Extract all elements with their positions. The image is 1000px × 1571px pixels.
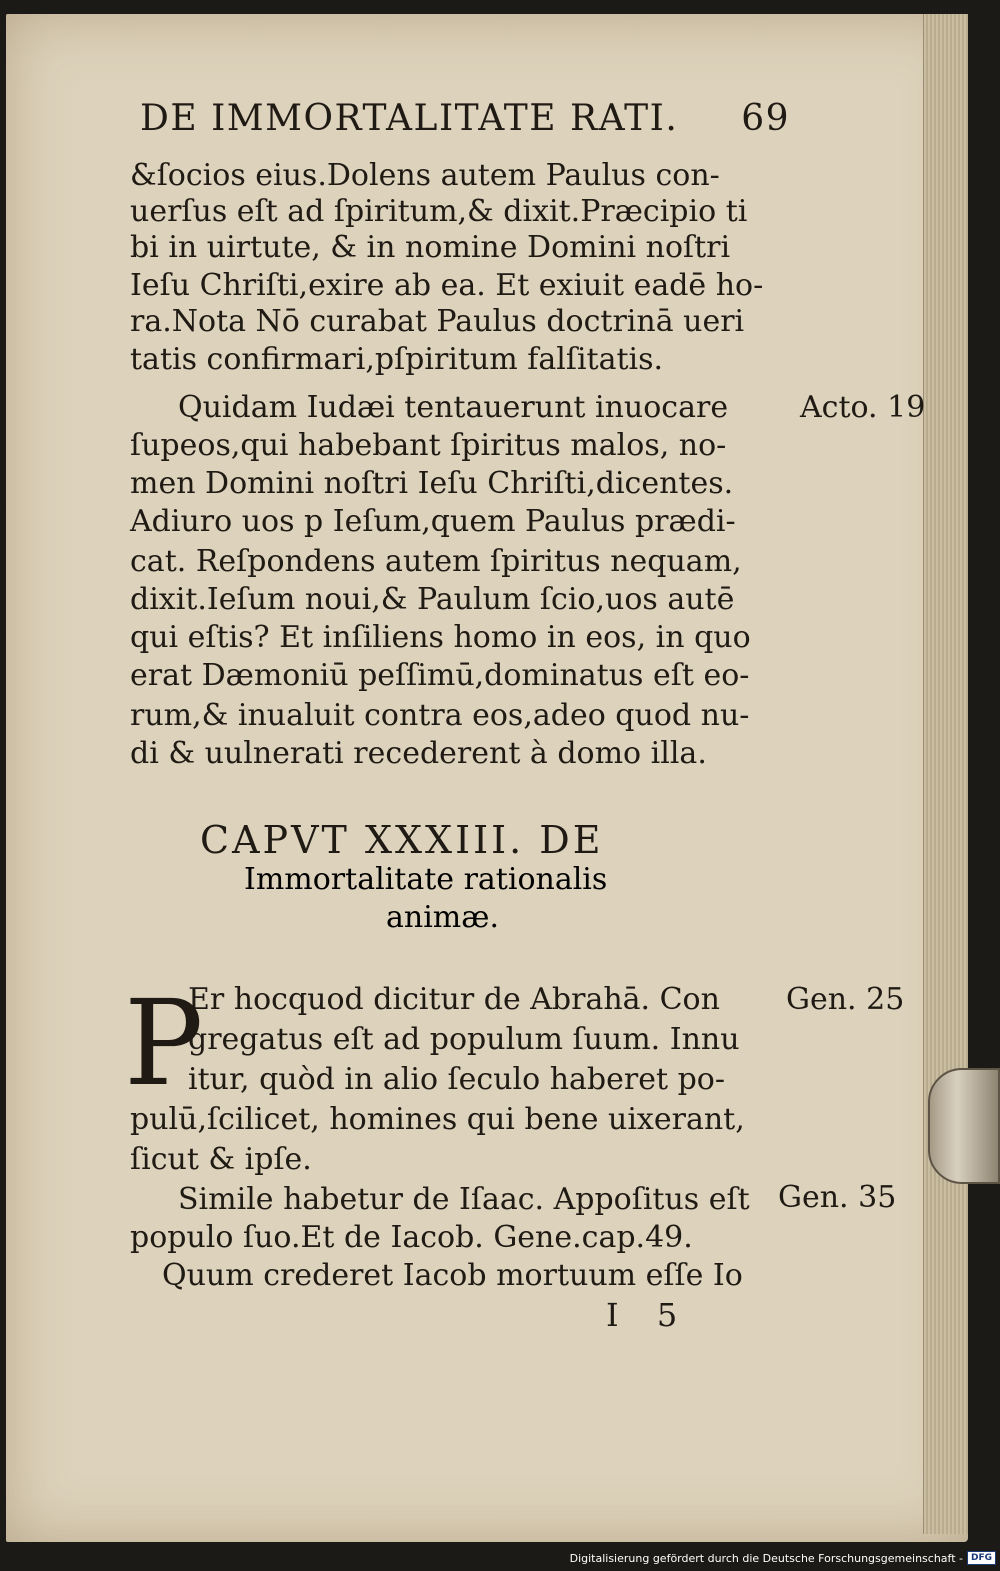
- text-line: ſupeos,qui habebant ſpiritus malos, no-: [130, 428, 727, 463]
- text-line: dixit.Ieſum noui,& Paulum ſcio,uos autē: [130, 582, 735, 617]
- text-line: gregatus eſt ad populum ſuum. Innu: [188, 1022, 740, 1057]
- signature-mark: I 5: [606, 1296, 692, 1334]
- text-line: cat. Reſpondens autem ſpiritus nequam,: [130, 544, 742, 579]
- chapter-subtitle: Immortalitate rationalis: [244, 862, 608, 897]
- text-line: &ſocios eius.Dolens autem Paulus con-: [130, 158, 720, 193]
- text-line: populo ſuo.Et de Iacob. Gene.cap.49.: [130, 1220, 693, 1255]
- book-clasp: [928, 1068, 1000, 1184]
- text-line: Er hocquod dicitur de Abrahā. Con: [188, 982, 720, 1017]
- text-line: Ieſu Chriſti,exire ab ea. Et exiuit eadē ho-: [130, 268, 764, 303]
- chapter-title: CAPVT XXXIII. DE: [200, 818, 604, 862]
- marginal-note-gen35: Gen. 35: [778, 1180, 897, 1215]
- text-line: qui eſtis? Et inſiliens homo in eos, in quo: [130, 620, 751, 655]
- text-line: ra.Nota Nō curabat Paulus doctrinā ueri: [130, 304, 745, 339]
- page-edges: [923, 14, 968, 1534]
- chapter-subtitle-2: animæ.: [386, 900, 499, 935]
- dfg-logo: DFG: [967, 1551, 996, 1565]
- text-line: ſicut & ipſe.: [130, 1142, 312, 1177]
- text-line: pulū,ſcilicet, homines qui bene uixerant,: [130, 1102, 745, 1137]
- text-line: Adiuro uos p Ieſum,quem Paulus prædi-: [130, 504, 736, 539]
- running-head: [140, 98, 790, 139]
- marginal-note-gen25: Gen. 25: [786, 982, 905, 1017]
- text-line: erat Dæmoniū peſſimū,dominatus eſt eo-: [130, 658, 750, 693]
- page-number: 69: [741, 98, 790, 139]
- text-line: Simile habetur de Iſaac. Appoſitus eſt: [178, 1182, 750, 1217]
- text-line: Quum crederet Iacob mortuum eſſe Io: [162, 1258, 743, 1293]
- text-line: men Domini noſtri Ieſu Chriſti,dicentes.: [130, 466, 734, 501]
- text-line: itur, quòd in alio ſeculo haberet po-: [188, 1062, 725, 1097]
- digitization-footer: [570, 1548, 996, 1568]
- text-line: Quidam Iudæi tentauerunt inuocare: [178, 390, 729, 425]
- text-line: uerſus eſt ad ſpiritum,& dixit.Præcipio ti: [130, 194, 748, 229]
- text-line: tatis confirmari,pſpiritum falſitatis.: [130, 342, 664, 377]
- running-head-title: DE IMMORTALITATE RATI.: [140, 98, 679, 139]
- text-line: di & uulnerati recederent à domo illa.: [130, 736, 707, 771]
- text-line: rum,& inualuit contra eos,adeo quod nu-: [130, 698, 750, 733]
- drop-cap-initial: P: [124, 974, 204, 1112]
- marginal-note-acto: Acto. 19: [800, 390, 926, 425]
- footer-text: Digitalisierung gefördert durch die Deutsche Forschungsgemeinschaft -: [569, 1551, 963, 1565]
- text-line: bi in uirtute, & in nomine Domini noſtri: [130, 230, 731, 265]
